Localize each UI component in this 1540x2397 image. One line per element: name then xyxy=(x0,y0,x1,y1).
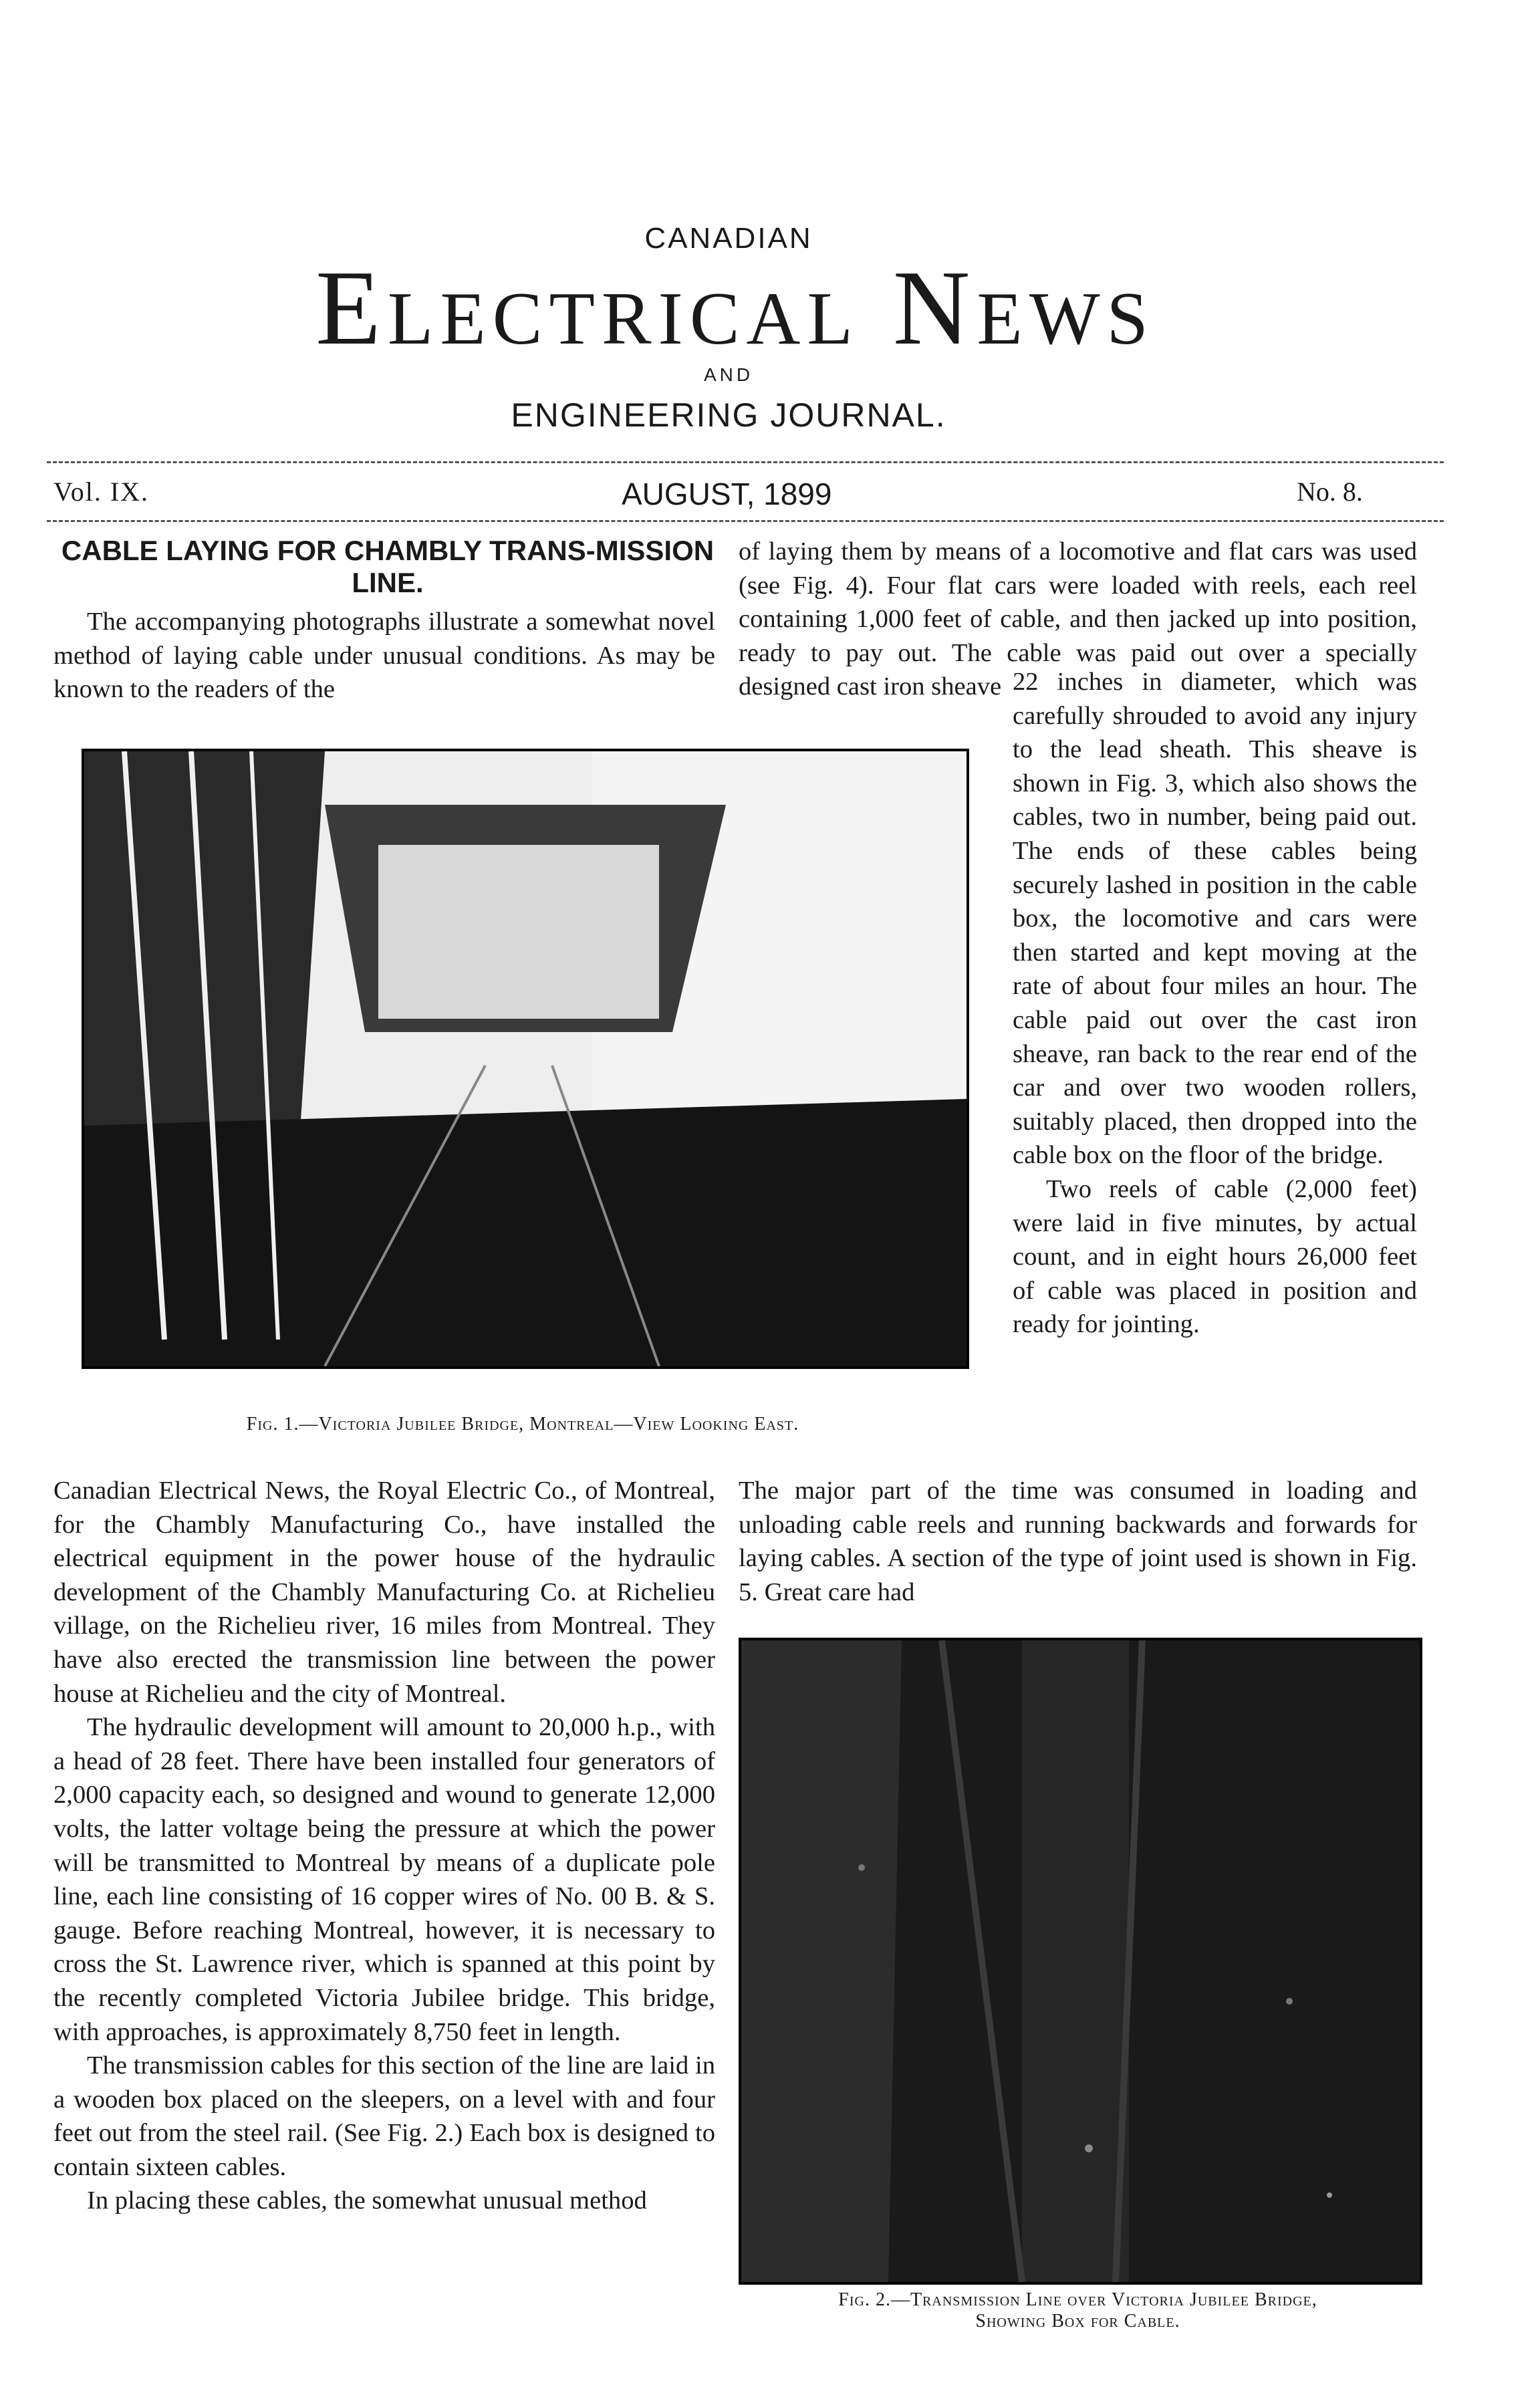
volume-label: Vol. IX. xyxy=(53,477,150,507)
masthead-and: AND xyxy=(703,364,754,385)
masthead-title: Electrical News xyxy=(315,248,1155,367)
right-column-bottom xyxy=(739,1474,1417,1609)
cable-box-photo-illustration xyxy=(741,1640,1420,2282)
right-paragraph-2: 22 inches in diameter, which was carefully shrouded to avoid any injury to the lead sheath. This sheave is shown in Fig. 3, which also shows the cables, two in number, being paid out. The ends of these cables being securely lashed in position in the cable box, the locomotive and cars were then started and kept moving at the rate of about four miles an hour. The cable paid out over the cast iron sheave, ran back to the rear end of the car and over two wooden rollers, suitably placed, then dropped into the cable box on the floor of the bridge. xyxy=(1013,668,1417,1170)
header-rule-bottom xyxy=(47,520,1444,522)
article-headline-block xyxy=(53,535,722,599)
bridge-photo-illustration xyxy=(84,751,967,1366)
right-column-narrow xyxy=(1013,665,1417,1342)
left-column-intro xyxy=(53,605,715,707)
figure-2-caption xyxy=(739,2289,1417,2332)
figure-1-caption: Fig. 1.—Victoria Jubilee Bridge, Montreal—View Looking East. xyxy=(246,1414,799,1434)
issue-number: No. 8. xyxy=(1297,477,1363,507)
right-paragraph-1: of laying them by means of a locomotive and flat cars was used (see Fig. 4). Four flat cars were loaded with reels, each reel containing 1,000 feet of cable, and then jacked up into position, ready to pay out. The cable was paid out over a specially designed cast iron sheave xyxy=(739,537,1417,701)
paragraph-3: The transmission cables for this section of the line are laid in a wooden box placed on the sleepers, on a level with and four feet out from the steel rail. (See Fig. 2.) Each box is designed to contain sixteen cables. xyxy=(53,2051,715,2181)
header-rule-top xyxy=(47,461,1444,463)
intro-paragraph: The accompanying photographs illustrate a somewhat novel method of laying cable under unusual conditions. As may be known to the readers of the xyxy=(53,608,715,704)
left-column-body xyxy=(53,1474,715,2218)
figure-1-photo xyxy=(82,749,969,1369)
article-headline: CABLE LAYING FOR CHAMBLY TRANS-MISSION LINE. xyxy=(61,535,715,598)
paragraph-2: The hydraulic development will amount to 20,000 h.p., with a head of 28 feet. There have been installed four generators of 2,000 capacity each, so designed and wound to generate 12,000 volts, the latter voltage being the pressure at which the power will be transmitted to Montreal by means of a duplicate pole line, each line consisting of 16 copper wires of No. 00 B. & S. gauge. Before reaching Montreal, however, it is necessary to cross the St. Lawrence river, which is spanned at this point by the recently completed Victoria Jubilee bridge. This bridge, with approaches, is approximately 8,750 feet in length. xyxy=(53,1713,715,2046)
right-paragraph-4: The major part of the time was consumed in loading and unloading cable reels and running backwards and forwards for laying cables. A section of the type of joint used is shown in Fig. 5. Great care had xyxy=(739,1477,1417,1606)
paragraph-4: In placing these cables, the somewhat unusual method xyxy=(87,2186,647,2215)
right-paragraph-3: Two reels of cable (2,000 feet) were laid in five minutes, by actual count, and in eight hours 26,000 feet of cable was placed in position and ready for jointing. xyxy=(1013,1174,1417,1339)
paragraph-1: Canadian Electrical News, the Royal Electric Co., of Montreal, for the Chambly Manufacturing Co., have installed the electrical equipment in the power house of the hydraulic development of the Chambly Manufacturing Co. at Richelieu village, on the Richelieu river, 16 miles from Montreal. They have also erected the transmission line between the power house at Richelieu and the city of Montreal. xyxy=(53,1477,715,1708)
masthead-kicker: CANADIAN xyxy=(644,222,813,255)
figure-2-caption-line-1: Fig. 2.—Transmission Line over Victoria Jubilee Bridge, xyxy=(838,2289,1317,2310)
issue-date: AUGUST, 1899 xyxy=(622,477,832,511)
figure-2-caption-line-2: Showing Box for Cable. xyxy=(975,2311,1180,2331)
figure-2-photo xyxy=(739,1638,1422,2285)
masthead-journal: ENGINEERING JOURNAL. xyxy=(511,396,946,434)
